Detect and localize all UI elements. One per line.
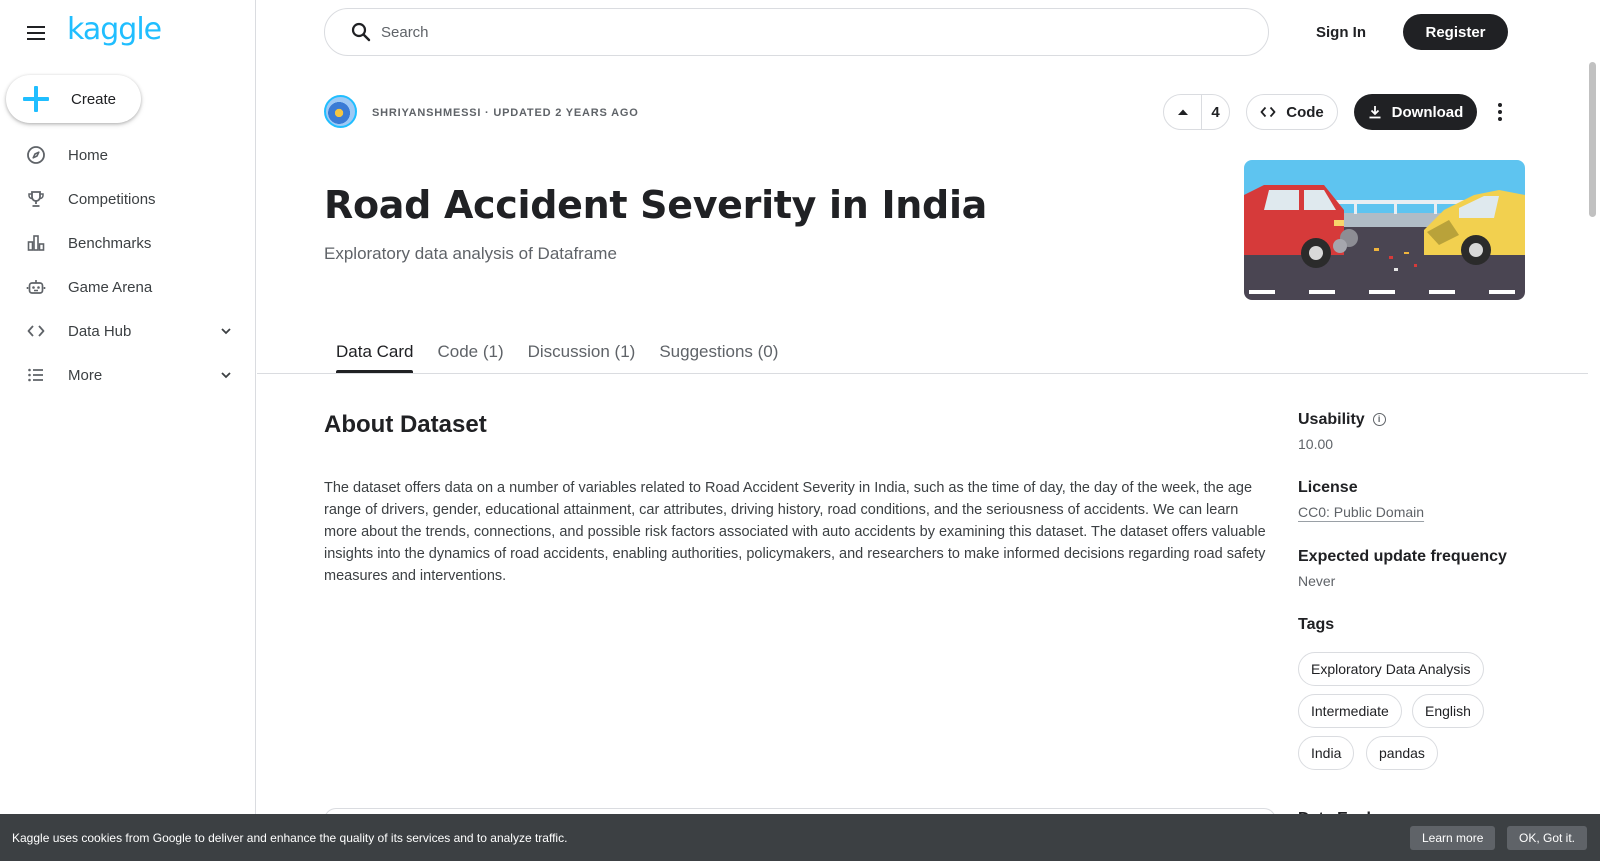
- license-label: License: [1298, 479, 1358, 496]
- info-icon[interactable]: i: [1373, 413, 1386, 426]
- sidebar-item-label: More: [68, 366, 103, 384]
- usability-label: Usability: [1298, 411, 1365, 428]
- sidebar-item-more[interactable]: [0, 353, 256, 397]
- tab-discussion[interactable]: Discussion (1): [527, 342, 636, 361]
- sidebar-item-label: Game Arena: [68, 278, 153, 296]
- page-scrollbar[interactable]: [1589, 62, 1596, 217]
- tag-chip[interactable]: India: [1298, 736, 1354, 770]
- upvote-widget: [1163, 94, 1230, 130]
- sidebar-item-label: Benchmarks: [68, 234, 152, 252]
- download-button-label: Download: [1391, 103, 1464, 121]
- trophy-icon: [26, 189, 46, 209]
- learn-more-button[interactable]: Learn more: [1410, 826, 1495, 850]
- car-crash-illustration: [1244, 160, 1525, 300]
- sidebar: [0, 0, 256, 861]
- about-description: The dataset offers data on a number of variables related to Road Accident Severity in India, such as the time of day, the day of the week, the age range of drivers, gender, educational attainment, car attributes, driving history, road conditions, and the seriousness of accidents. We can learn more about the trends, connections, and possible risk factors associated with auto accidents by examining this dataset. The dataset offers valuable insights into the dynamics of road accidents, enabling authorities, policymakers, and researchers to make informed decisions regarding road safety measures and interventions.: [324, 480, 1266, 584]
- sidebar-header: [24, 12, 162, 48]
- robot-icon: [26, 277, 46, 297]
- bar-chart-icon: [26, 233, 46, 253]
- cookie-text: Kaggle uses cookies from Google to deliver and enhance the quality of its services and to analyze traffic.: [12, 830, 568, 845]
- sidebar-item-competitions[interactable]: [0, 177, 256, 221]
- chevron-down-icon[interactable]: [216, 321, 236, 341]
- kaggle-logo[interactable]: kaggle: [67, 12, 162, 47]
- create-button[interactable]: [6, 75, 141, 123]
- more-options-icon[interactable]: [1490, 98, 1510, 126]
- compass-icon: [26, 145, 46, 165]
- tag-chip[interactable]: English: [1412, 694, 1484, 728]
- code-icon: [1260, 104, 1276, 120]
- code-icon: [26, 321, 46, 341]
- sidebar-item-label: Competitions: [68, 190, 156, 208]
- tag-chip[interactable]: Exploratory Data Analysis: [1298, 652, 1484, 686]
- sidebar-item-game-arena[interactable]: [0, 265, 256, 309]
- search-icon: [349, 20, 373, 44]
- sidebar-item-label: Data Hub: [68, 322, 132, 340]
- search-bar[interactable]: [324, 8, 1269, 56]
- usability-section: [1298, 411, 1386, 429]
- sidebar-item-benchmarks[interactable]: [0, 221, 256, 265]
- usability-value: 10.00: [1298, 436, 1334, 452]
- dataset-tabs: [324, 330, 790, 374]
- avatar[interactable]: [324, 95, 357, 128]
- download-icon: [1368, 105, 1382, 119]
- tab-code[interactable]: Code (1): [437, 342, 504, 361]
- tag-chip[interactable]: Intermediate: [1298, 694, 1402, 728]
- license-link[interactable]: CC0: Public Domain: [1298, 504, 1425, 520]
- frequency-value: Never: [1298, 573, 1336, 589]
- author-updated-line[interactable]: SHRIYANSHMESSI · UPDATED 2 YEARS AGO: [372, 107, 639, 119]
- about-heading: About Dataset: [324, 411, 487, 438]
- cookie-banner: [0, 814, 1600, 861]
- code-button[interactable]: [1246, 94, 1338, 130]
- tab-data-card[interactable]: Data Card: [324, 330, 425, 374]
- sidebar-item-home[interactable]: [0, 133, 256, 177]
- download-button[interactable]: [1354, 94, 1477, 130]
- caret-up-icon: [1177, 108, 1189, 116]
- sidebar-item-data-hub[interactable]: [0, 309, 256, 353]
- dataset-cover-image: [1244, 160, 1525, 300]
- plus-icon: [23, 86, 49, 112]
- page-subtitle: Exploratory data analysis of Dataframe: [324, 244, 617, 263]
- license-value-wrap: [1298, 504, 1424, 522]
- code-button-label: Code: [1286, 103, 1324, 121]
- upvote-button[interactable]: [1164, 95, 1202, 129]
- vote-count: 4: [1211, 103, 1220, 121]
- chevron-down-icon[interactable]: [216, 365, 236, 385]
- frequency-label: Expected update frequency: [1298, 548, 1507, 565]
- tag-chip[interactable]: pandas: [1366, 736, 1438, 770]
- register-button[interactable]: Register: [1403, 14, 1508, 50]
- page-title: Road Accident Severity in India: [324, 183, 988, 227]
- create-label: Create: [71, 90, 117, 108]
- sign-in-button[interactable]: Sign In: [1316, 23, 1366, 41]
- tabs-divider: [257, 373, 1588, 374]
- tags-label: Tags: [1298, 616, 1335, 633]
- list-icon: [26, 365, 46, 385]
- search-input[interactable]: [381, 24, 1231, 41]
- sidebar-nav: [0, 133, 256, 397]
- tab-suggestions[interactable]: Suggestions (0): [659, 342, 779, 361]
- accept-cookies-button[interactable]: OK, Got it.: [1507, 826, 1587, 850]
- sidebar-item-label: Home: [68, 146, 109, 164]
- menu-icon[interactable]: [24, 21, 48, 45]
